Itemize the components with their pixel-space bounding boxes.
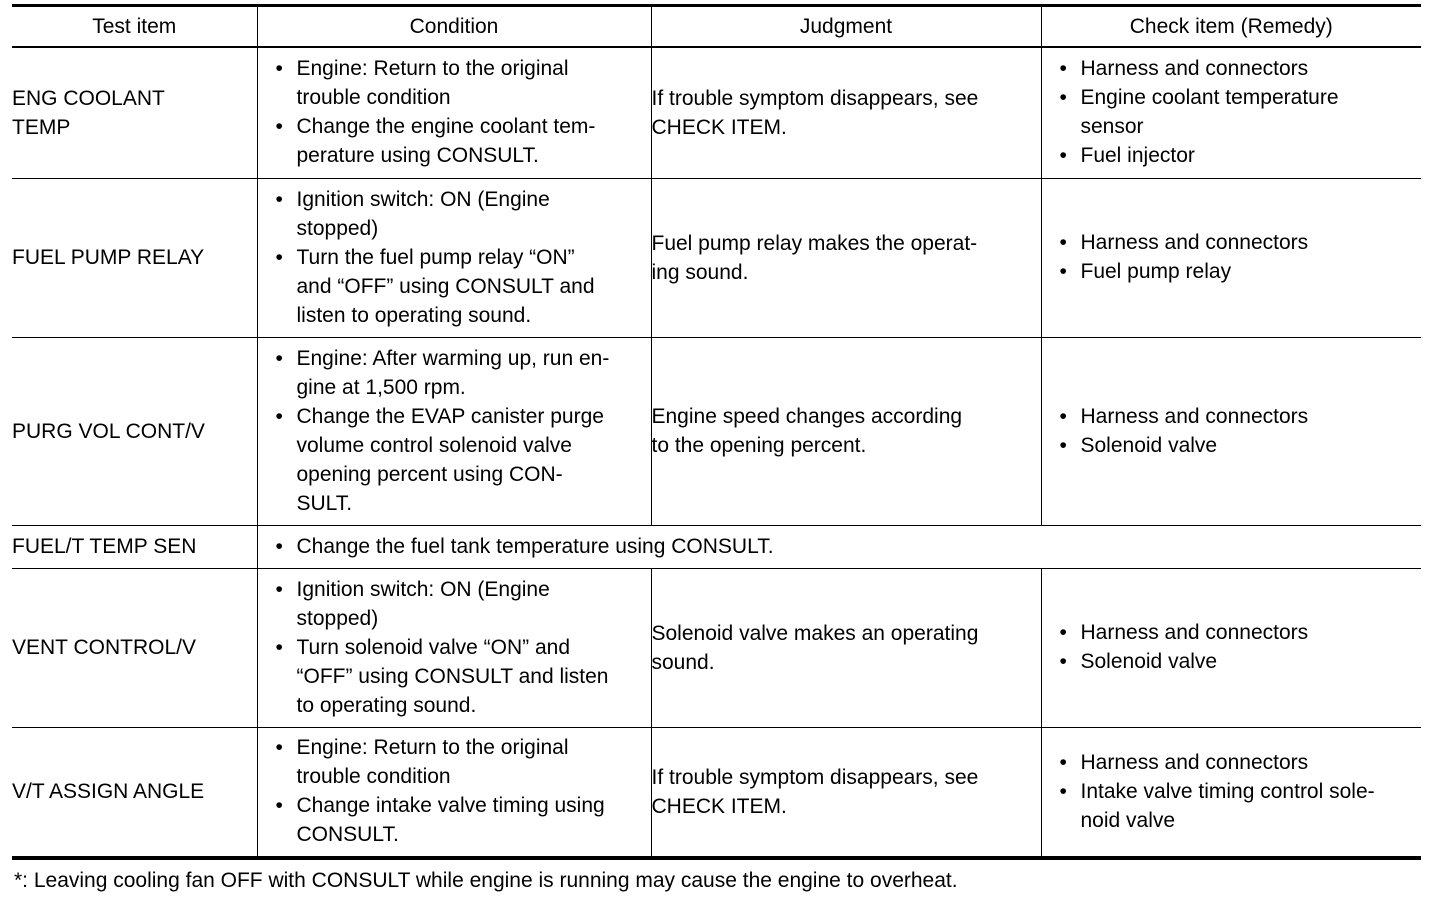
judgment-text: CHECK ITEM. [651, 115, 787, 139]
check-bullet [1056, 748, 1418, 777]
condition-cell [257, 568, 651, 727]
check-text: Fuel pump relay [1080, 260, 1232, 283]
condition-cell [257, 727, 651, 858]
check-bullet [1056, 141, 1418, 170]
check-item-cell [1041, 337, 1421, 525]
check-item-cell [1041, 47, 1421, 178]
condition-text: CONSULT. [296, 823, 399, 847]
test-item-text: TEMP [12, 115, 71, 139]
judgment-cell [651, 727, 1041, 858]
check-bullet [1056, 618, 1418, 647]
condition-cell [257, 337, 651, 525]
condition-text: and “OFF” using CONSULT and [296, 274, 595, 298]
table-row [12, 525, 1421, 568]
condition-text: Ignition switch: ON (Engine [296, 577, 550, 601]
header-check-item: Check item (Remedy) [1041, 6, 1421, 48]
condition-bullet [272, 532, 1418, 561]
header-condition: Condition [257, 6, 651, 48]
check-bullet [1056, 647, 1418, 676]
condition-text: perature using CONSULT. [296, 144, 539, 168]
condition-text: “OFF” using CONSULT and listen [296, 664, 609, 688]
check-text: noid valve [1080, 808, 1176, 832]
check-bullet [1056, 402, 1418, 431]
test-item-text: VENT CONTROL/V [12, 636, 196, 659]
condition-bullet [272, 243, 647, 330]
condition-text: stopped) [296, 606, 379, 630]
condition-text: trouble condition [296, 86, 451, 110]
table-header-row [12, 6, 1421, 48]
judgment-text: CHECK ITEM. [651, 794, 787, 818]
check-bullet [1056, 83, 1418, 141]
check-item-cell [1041, 727, 1421, 858]
condition-bullet [272, 112, 647, 170]
condition-bullet [272, 54, 647, 112]
judgment-cell [651, 568, 1041, 727]
judgment-text: sound. [651, 650, 715, 674]
condition-text: Change the EVAP canister purge [296, 404, 604, 428]
condition-bullet [272, 344, 647, 402]
judgment-cell [651, 47, 1041, 178]
test-item-cell [12, 178, 257, 337]
table-row [12, 47, 1421, 178]
check-item-cell [1041, 178, 1421, 337]
condition-span-cell [257, 525, 1421, 568]
condition-text: Engine: Return to the original [296, 736, 569, 760]
test-item-cell [12, 525, 257, 568]
condition-text: Change the engine coolant tem- [296, 115, 596, 139]
check-text: Intake valve timing control sole- [1080, 779, 1375, 803]
judgment-text: If trouble symptom disappears, see [651, 765, 979, 789]
condition-text: Ignition switch: ON (Engine [296, 187, 550, 211]
judgment-text: If trouble symptom disappears, see [651, 86, 979, 110]
condition-bullet [272, 185, 647, 243]
condition-bullet [272, 402, 647, 518]
judgment-text: ing sound. [651, 260, 749, 284]
condition-bullet [272, 791, 647, 849]
condition-text: Change the fuel tank temperature using CONSULT. [296, 535, 774, 558]
footnote: *: Leaving cooling fan OFF with CONSULT while engine is running may cause the engine to overheat. [14, 869, 958, 892]
check-text: Harness and connectors [1080, 750, 1309, 774]
check-bullet [1056, 431, 1418, 460]
test-item-text: V/T ASSIGN ANGLE [12, 780, 205, 804]
test-item-text: FUEL PUMP RELAY [12, 246, 205, 269]
table-row [12, 337, 1421, 525]
test-item-text: FUEL/T TEMP SEN [12, 535, 197, 558]
check-text: Harness and connectors [1080, 404, 1309, 428]
check-text: Harness and connectors [1080, 231, 1309, 254]
table-row [12, 178, 1421, 337]
test-item-cell [12, 568, 257, 727]
check-text: Solenoid valve [1080, 650, 1218, 673]
check-text: Harness and connectors [1080, 57, 1309, 81]
header-test-item: Test item [12, 6, 257, 48]
condition-text: trouble condition [296, 765, 451, 789]
check-item-cell [1041, 568, 1421, 727]
check-text: Harness and connectors [1080, 621, 1309, 644]
condition-text: Engine: After warming up, run en- [296, 346, 610, 370]
header-judgment: Judgment [651, 6, 1041, 48]
judgment-cell [651, 337, 1041, 525]
condition-bullet [272, 733, 647, 791]
table-row [12, 727, 1421, 858]
condition-bullet [272, 575, 647, 633]
test-item-table [12, 4, 1421, 860]
condition-text: Change intake valve timing using [296, 794, 605, 818]
condition-text: Engine: Return to the original [296, 57, 569, 81]
condition-cell [257, 47, 651, 178]
judgment-text: Solenoid valve makes an operating [651, 621, 979, 645]
table-row [12, 568, 1421, 727]
condition-cell [257, 178, 651, 337]
test-item-text: PURG VOL CONT/V [12, 419, 205, 443]
check-bullet [1056, 54, 1418, 83]
condition-text: opening percent using CON- [296, 462, 563, 486]
judgment-text: Engine speed changes according [651, 405, 963, 428]
check-text: Fuel injector [1080, 144, 1195, 168]
judgment-text: Fuel pump relay makes the operat- [651, 231, 978, 255]
check-text: sensor [1080, 115, 1144, 139]
test-item-cell [12, 337, 257, 525]
test-item-cell [12, 727, 257, 858]
condition-text: stopped) [296, 216, 379, 240]
check-bullet [1056, 257, 1418, 286]
condition-text: to operating sound. [296, 693, 477, 717]
test-item-text: ENG COOLANT [12, 86, 165, 110]
check-bullet [1056, 228, 1418, 257]
check-text: Engine coolant temperature [1080, 86, 1339, 110]
condition-bullet [272, 633, 647, 720]
condition-text: volume control solenoid valve [296, 433, 572, 457]
condition-text: Turn solenoid valve “ON” and [296, 635, 571, 659]
check-bullet [1056, 777, 1418, 835]
condition-text: gine at 1,500 rpm. [296, 375, 466, 399]
test-item-cell [12, 47, 257, 178]
check-text: Solenoid valve [1080, 433, 1218, 457]
judgment-cell [651, 178, 1041, 337]
condition-text: listen to operating sound. [296, 303, 532, 327]
condition-text: Turn the fuel pump relay “ON” [296, 245, 575, 269]
judgment-text: to the opening percent. [651, 434, 867, 457]
condition-text: SULT. [296, 491, 353, 515]
